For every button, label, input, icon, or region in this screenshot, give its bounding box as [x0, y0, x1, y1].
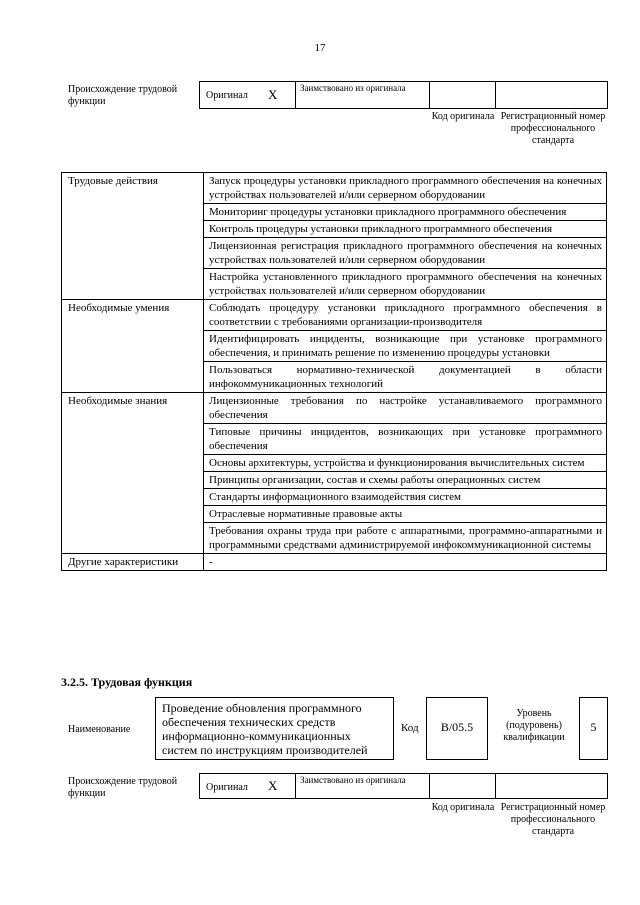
code-label: Код: [401, 722, 419, 734]
original-label: Оригинал: [206, 782, 248, 793]
row-item: Соблюдать процедуру установки прикладного программного обеспечения в соответствии с требованиями организации-производителя: [204, 300, 607, 331]
code-value: В/05.5: [426, 697, 488, 760]
level-label: Уровень (подуровень) квалификации: [503, 708, 565, 743]
table-row: [62, 554, 607, 571]
row-label: Необходимые знания: [62, 393, 204, 554]
borrowed-label: Заимствовано из оригинала: [300, 775, 406, 785]
reg-number-caption: Регистрационный номер профессионального стандарта: [500, 802, 606, 837]
original-mark: X: [268, 778, 278, 793]
row-item: Идентифицировать инциденты, возникающие при установке программного обеспечения, и принимать решение по изменению процедуры установки: [204, 331, 607, 362]
original-mark: X: [268, 87, 278, 102]
row-item: Лицензионная регистрация прикладного программного обеспечения на конечных устройствах пользователей и/или серверном оборудовании: [204, 238, 607, 269]
row-item: Пользоваться нормативно-технической документацией в области инфокоммуникационных технологий: [204, 362, 607, 393]
row-item: Запуск процедуры установки прикладного программного обеспечения на конечных устройствах пользователей и/или серверном оборудовании: [204, 173, 607, 204]
table-row: [62, 300, 607, 331]
name-label: Наименование: [68, 724, 131, 735]
row-item: Стандарты информационного взаимодействия систем: [204, 489, 607, 506]
row-item: Отраслевые нормативные правовые акты: [204, 506, 607, 523]
code-original-caption: Код оригинала: [431, 802, 495, 813]
level-value: 5: [579, 697, 608, 760]
page-number: 17: [314, 42, 326, 54]
row-item: Лицензионные требования по настройке устанавливаемого программного обеспечения: [204, 393, 607, 424]
row-item: Контроль процедуры установки прикладного программного обеспечения: [204, 221, 607, 238]
section-title: 3.2.5. Трудовая функция: [61, 675, 193, 689]
row-item: Принципы организации, состав и схемы работы операционных систем: [204, 472, 607, 489]
borrowed-label: Заимствовано из оригинала: [300, 83, 406, 93]
row-item: -: [204, 554, 607, 571]
row-label: Другие характеристики: [62, 554, 204, 571]
row-item: Типовые причины инцидентов, возникающих при установке программного обеспечения: [204, 424, 607, 455]
row-item: Требования охраны труда при работе с аппаратными, программно-аппаратными и программными средствами администрируемой инфокоммуникационной системы: [204, 523, 607, 554]
row-item: Основы архитектуры, устройства и функционирования вычислительных систем: [204, 455, 607, 472]
code-original-caption: Код оригинала: [431, 111, 495, 122]
reg-number-caption: Регистрационный номер профессионального стандарта: [500, 111, 606, 146]
function-details-table: [61, 172, 607, 571]
function-name-value: Проведение обновления программного обеспечения технических средств информационно-коммуникационных систем по инструкциям производителей: [155, 697, 394, 760]
table-row: [62, 173, 607, 204]
table-row: [62, 393, 607, 424]
row-label: Необходимые умения: [62, 300, 204, 393]
origin-label: Происхождение трудовой функции: [68, 776, 178, 799]
row-item: Мониторинг процедуры установки прикладного программного обеспечения: [204, 204, 607, 221]
row-label: Трудовые действия: [62, 173, 204, 300]
origin-label: Происхождение трудовой функции: [68, 84, 178, 107]
original-label: Оригинал: [206, 90, 248, 101]
row-item: Настройка установленного прикладного программного обеспечения на конечных устройствах пользователей и/или серверном оборудовании: [204, 269, 607, 300]
